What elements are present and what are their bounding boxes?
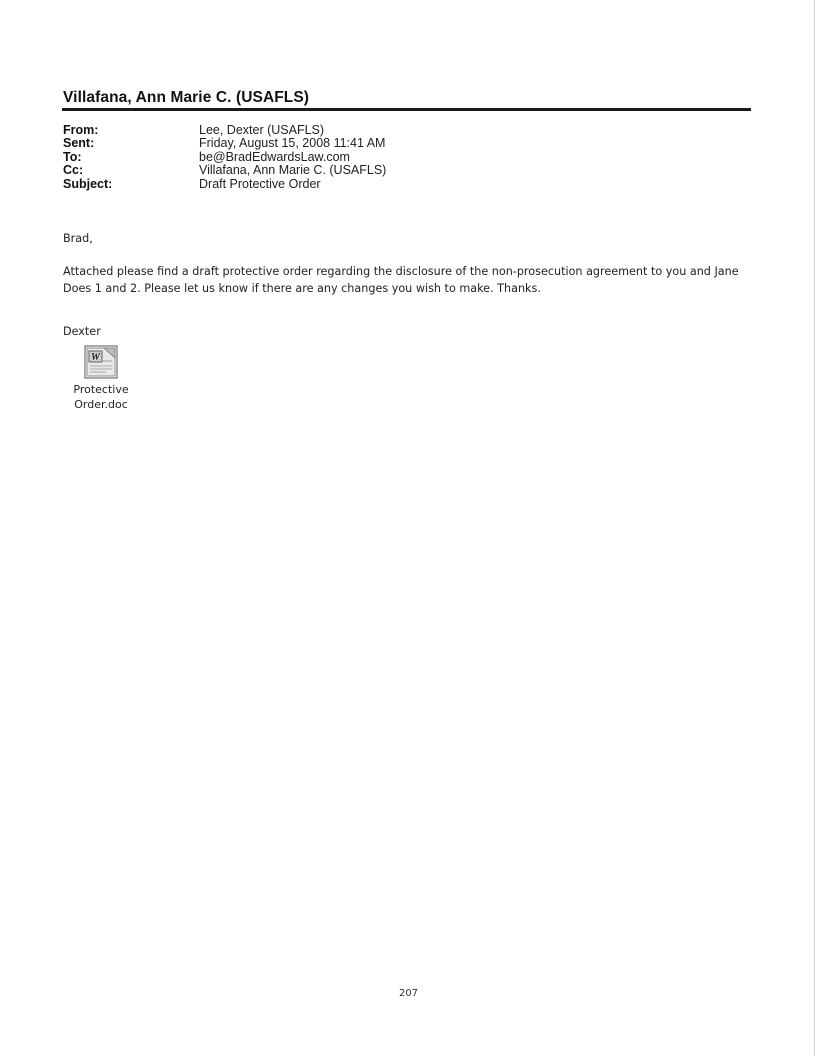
sent-label: Sent: — [63, 136, 95, 151]
email-header-fields — [63, 124, 386, 191]
paragraph-line-2: Does 1 and 2. Please let us know if there are any changes you wish to make. Thanks. — [63, 282, 541, 295]
header-rule — [62, 108, 751, 111]
from-row — [63, 124, 386, 137]
to-row — [63, 151, 386, 164]
attachment-name-line-2: Order.doc — [74, 397, 128, 411]
email-greeting: Brad, — [63, 232, 93, 245]
sent-row — [63, 137, 386, 150]
subject-row — [63, 178, 386, 191]
attachment-filename — [58, 383, 144, 412]
mailbox-owner-name: Villafana, Ann Marie C. (USAFLS) — [63, 89, 310, 106]
email-paragraph — [63, 263, 763, 297]
email-signoff: Dexter — [63, 325, 101, 338]
svg-text:W: W — [91, 352, 100, 363]
from-value: Lee, Dexter (USAFLS) — [199, 123, 325, 137]
word-document-icon — [84, 345, 118, 379]
attachment[interactable] — [58, 345, 144, 412]
from-label: From: — [63, 123, 99, 137]
paragraph-line-1: Attached please find a draft protective order regarding the disclosure of the non-prosecution agreement to you and Jane — [63, 265, 739, 278]
to-label: To: — [63, 149, 82, 164]
sent-value: Friday, August 15, 2008 11:41 AM — [199, 136, 386, 151]
page-number: 207 — [398, 988, 419, 999]
page-edge-line — [814, 0, 815, 1056]
cc-row — [63, 164, 386, 177]
subject-value: Draft Protective Order — [199, 176, 321, 191]
cc-value: Villafana, Ann Marie C. (USAFLS) — [199, 163, 387, 178]
cc-label: Cc: — [63, 163, 84, 178]
subject-label: Subject: — [63, 176, 113, 191]
attachment-name-line-1: Protective — [73, 383, 129, 396]
to-value: be@BradEdwardsLaw.com — [199, 149, 350, 164]
